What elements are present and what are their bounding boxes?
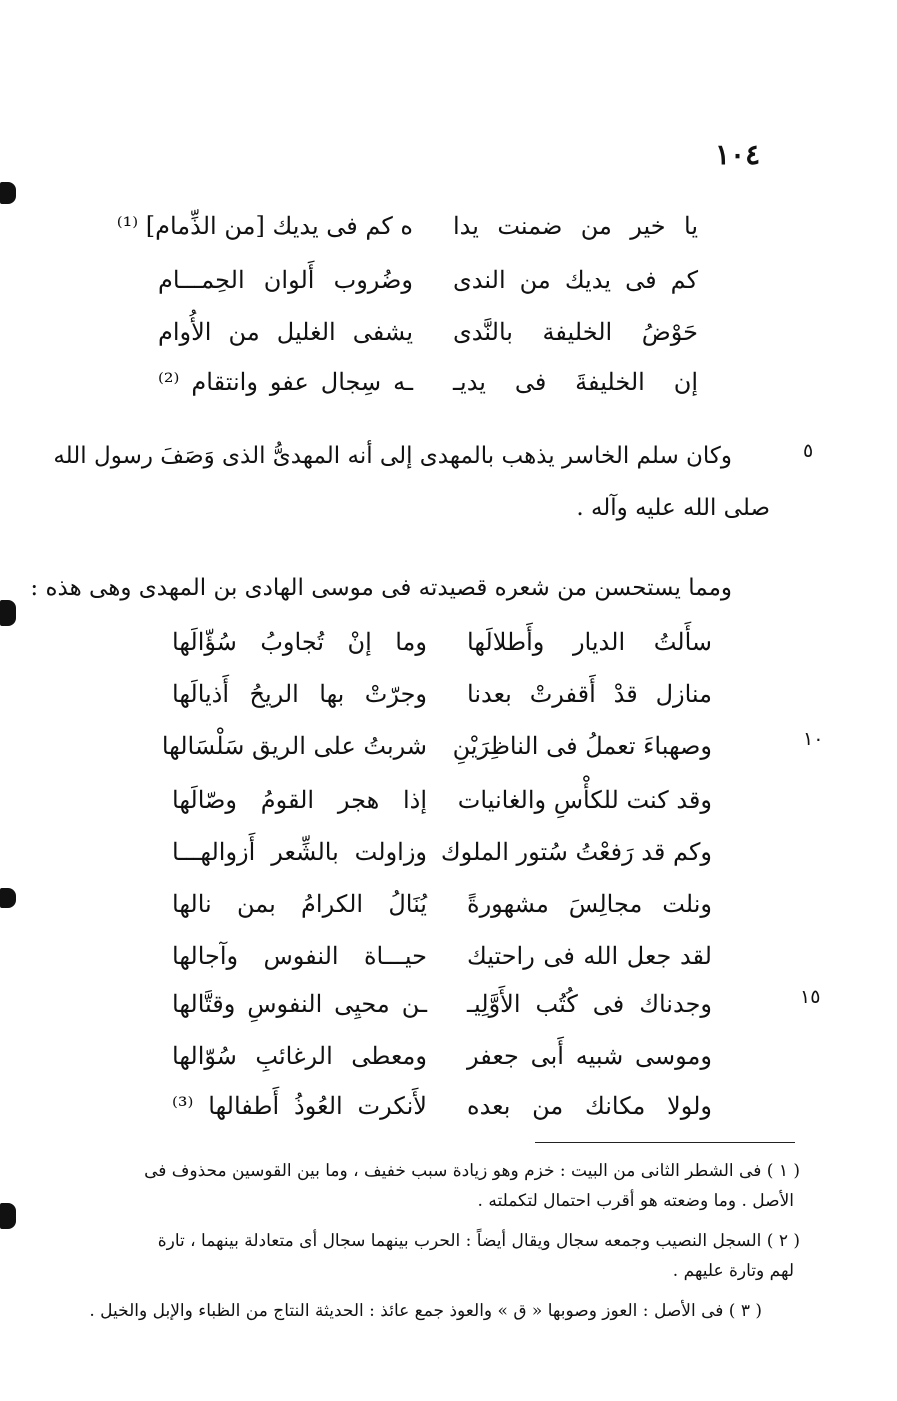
verse	[172, 884, 712, 924]
verse	[172, 674, 712, 714]
verse-first-hemistich: لقد جعل الله فى راحتيك	[467, 942, 712, 970]
verse-second-hemistich: حيـــاة النفوس وآجالها	[172, 942, 427, 970]
paragraph-line: وكان سلم الخاسر يذهب بالمهدى إلى أنه المهدىُّ الذى وَصَفَ رسول الله	[53, 443, 732, 469]
verse-first-hemistich: وجدناك فى كُتُب الأَوَّلِيـ	[467, 990, 712, 1018]
verse-second-hemistich: ـن محيِى النفوسِ وقتَّالها	[172, 990, 427, 1018]
verse-first-hemistich: سأَلتُ الديار وأَطلالَها	[467, 628, 712, 656]
verse-first-hemistich: يا خير من ضمنت يدا	[453, 212, 698, 240]
scan-mark	[0, 888, 16, 908]
scan-mark	[0, 182, 16, 204]
verse-second-hemistich: إذا هجر القومُ وصّالَها	[172, 786, 427, 814]
verse-first-hemistich: كم فى يديك من الندى	[453, 266, 698, 294]
footnote-1-line: الأصل . وما وضعته هو أقرب احتمال لتكملته .	[477, 1191, 794, 1211]
paragraph-line: ومما يستحسن من شعره قصيدته فى موسى الهادى بن المهدى وهى هذه :	[30, 575, 732, 601]
verse-first-hemistich: حَوْضُ الخليفة بالنَّدى	[453, 318, 698, 346]
verse-first-hemistich: وموسى شبيه أَبى جعفر	[467, 1042, 712, 1070]
verse-second-hemistich: وضُروب أَلوان الحِمـــام	[158, 266, 413, 294]
verse	[172, 1036, 712, 1076]
verse	[172, 936, 712, 976]
verse	[161, 726, 712, 766]
paragraph-line: صلى الله عليه وآله .	[576, 495, 770, 521]
verse	[172, 1086, 712, 1126]
verse-second-hemistich: وما إنْ تُجاوبُ سُؤّالَها	[172, 628, 427, 656]
verse-first-hemistich: ولولا مكانك من بعده	[467, 1092, 712, 1120]
verse-second-hemistich: ومعطى الرغائبِ سُوّالها	[172, 1042, 427, 1070]
verse-second-hemistich: ـه سِجال عفو وانتقام ⁽²⁾	[158, 368, 413, 396]
verse	[158, 312, 698, 352]
verse-second-hemistich: شربتُ على الريق سَلْسَالها	[161, 732, 427, 760]
line-number-15: ١٥	[800, 986, 821, 1008]
verse-first-hemistich: وقد كنت للكأْسِ والغانيات	[457, 786, 712, 814]
verse-second-hemistich: وجرّتْ بها الريحُ أَذيالَها	[172, 680, 427, 708]
verse-second-hemistich: يشفى الغليل من الأُوام	[158, 318, 413, 346]
verse	[158, 362, 698, 402]
verse	[158, 260, 698, 300]
scan-mark	[0, 600, 16, 626]
line-number-5: ٥	[803, 440, 814, 462]
footnote-divider	[535, 1142, 795, 1143]
verse-first-hemistich: وكم قد رَفعْتُ سُتور الملوك	[440, 838, 712, 866]
verse-first-hemistich: إن الخليفةَ فى يديـ	[453, 368, 698, 396]
footnote-3-line: ( ٣ ) فى الأصل : العوز وصوبها « ق » والعوذ جمع عائذ : الحديثة النتاج من الظباء والإبل والخيل .	[89, 1301, 762, 1321]
verse	[172, 984, 712, 1024]
footnote-1-line: ( ١ ) فى الشطر الثانى من البيت : خزم وهو زيادة سبب خفيف ، وما بين القوسين محذوف فى	[144, 1161, 800, 1181]
verse-second-hemistich: لأَنكرت العُوذُ أَطفالها ⁽³⁾	[172, 1092, 427, 1120]
verse-second-hemistich: يُنَالُ الكرامُ بمن نالها	[172, 890, 427, 918]
verse	[172, 780, 712, 820]
verse	[116, 206, 698, 246]
verse	[172, 622, 712, 662]
page-number: ١٠٤	[715, 138, 761, 171]
verse-second-hemistich: ه كم فى يديك [من الذِّمام] ⁽¹⁾	[116, 212, 413, 240]
verse	[172, 832, 712, 872]
scan-mark	[0, 1203, 16, 1229]
verse-first-hemistich: ونلت مجالِسَ مشهورةً	[467, 890, 712, 918]
footnote-2-line: ( ٢ ) السجل النصيب وجمعه سجال ويقال أيضاً : الحرب بينهما سجال أى متعادلة بينهما ، تارة	[157, 1231, 800, 1251]
verse-first-hemistich: وصهباءَ تعملُ فى الناظِرَيْنِ	[452, 732, 712, 760]
verse-first-hemistich: منازل قدْ أَقفرتْ بعدنا	[467, 680, 712, 708]
footnote-2-line: لهم وتارة عليهم .	[672, 1261, 794, 1281]
line-number-10: ١٠	[803, 728, 824, 750]
verse-second-hemistich: وزاولت بالشِّعر أَزوالهـــا	[172, 838, 427, 866]
